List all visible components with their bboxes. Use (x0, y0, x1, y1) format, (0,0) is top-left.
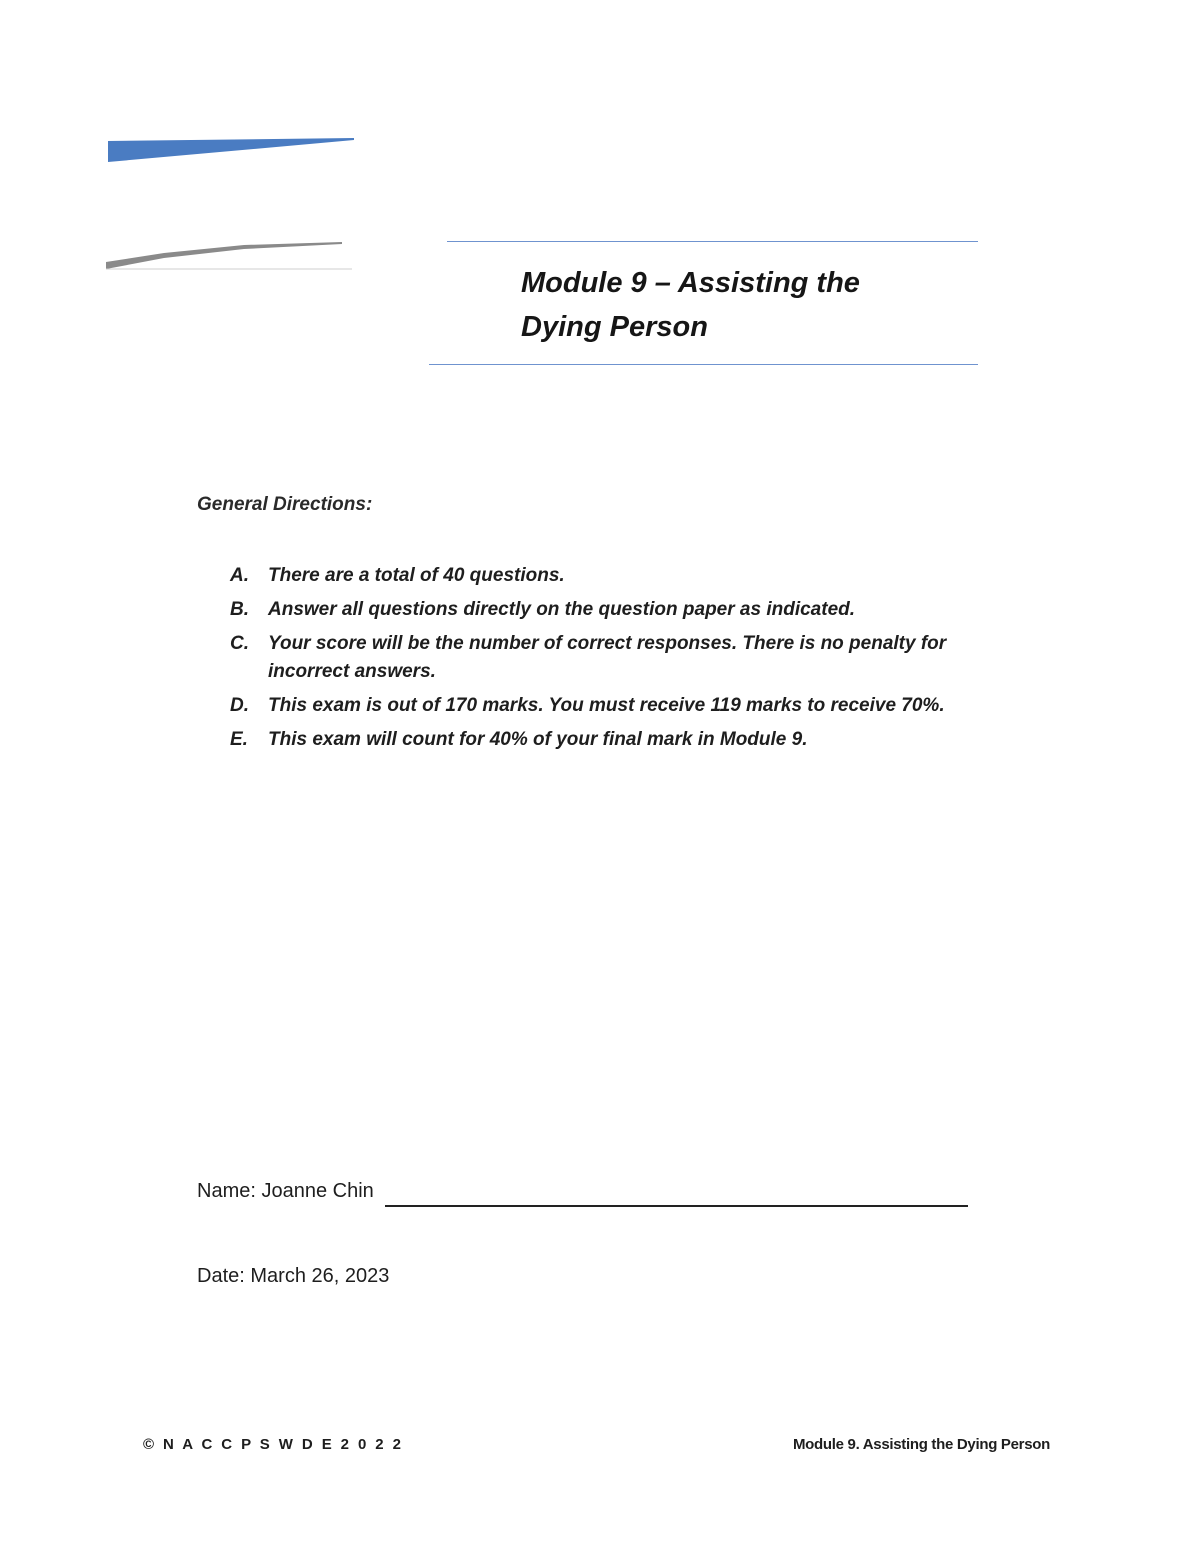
title-line-1: Module 9 – Assisting the (521, 267, 860, 299)
footer-copyright: © N A C C P S W D E 2 0 2 2 (143, 1436, 404, 1453)
name-value: Joanne Chin (261, 1180, 374, 1202)
direction-item (230, 562, 1030, 590)
directions-heading: General Directions: (197, 494, 373, 515)
name-field (197, 1180, 374, 1203)
direction-letter: D. (230, 695, 249, 716)
direction-text: Answer all questions directly on the question paper as indicated. (268, 599, 856, 620)
date-label: Date: (197, 1265, 245, 1287)
direction-text: This exam will count for 40% of your final mark in Module 9. (268, 729, 808, 750)
footer-module-name: Module 9. Assisting the Dying Person (792, 1436, 1050, 1453)
direction-letter: C. (230, 633, 249, 654)
direction-item (230, 692, 1030, 720)
decorative-header-graphic (104, 134, 364, 274)
direction-item (230, 726, 1030, 754)
gray-swoosh-shape (106, 242, 342, 269)
date-field (197, 1265, 389, 1288)
title-bottom-rule (429, 364, 978, 365)
date-value: March 26, 2023 (250, 1265, 390, 1287)
direction-letter: A. (230, 565, 249, 586)
directions-list (230, 562, 1030, 760)
direction-text: Your score will be the number of correct responses. There is no penalty for incorrect answers. (268, 633, 947, 682)
name-label: Name: (197, 1180, 256, 1202)
blue-wedge-shape (108, 138, 354, 162)
title-line-2: Dying Person (521, 311, 708, 343)
name-underline (385, 1205, 968, 1207)
title-top-rule (447, 241, 978, 242)
direction-item (230, 630, 1030, 686)
direction-text: There are a total of 40 questions. (268, 565, 565, 586)
direction-letter: B. (230, 599, 249, 620)
page-title (521, 261, 941, 349)
direction-item (230, 596, 1030, 624)
direction-text: This exam is out of 170 marks. You must receive 119 marks to receive 70%. (268, 695, 945, 716)
direction-letter: E. (230, 729, 248, 750)
